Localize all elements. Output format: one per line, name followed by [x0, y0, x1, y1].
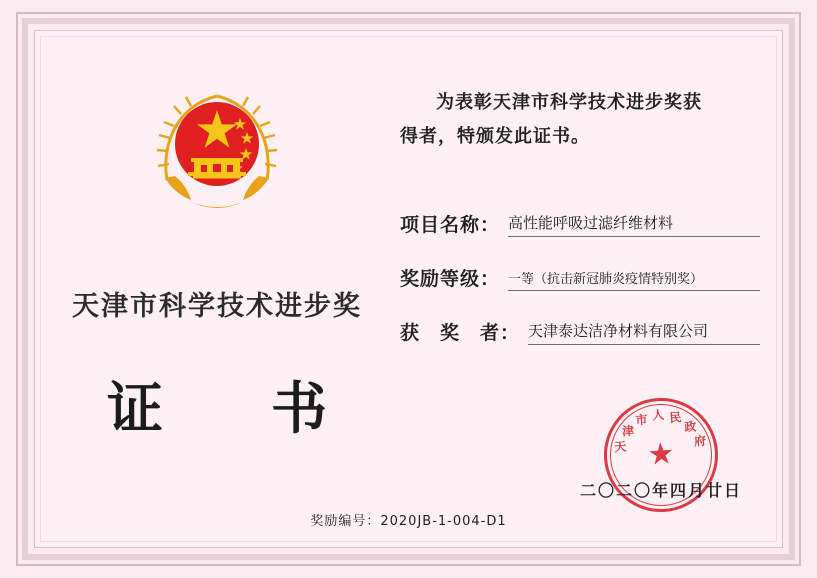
- intro-line-1: 为表彰天津市科学技术进步奖获: [436, 92, 702, 113]
- national-emblem-icon: [147, 84, 287, 224]
- serial-value: 2020JB-1-004-D1: [380, 514, 507, 529]
- intro-line-2: 得者，特颁发此证书。: [400, 126, 590, 147]
- award-title: 天津市科学技术进步奖: [72, 291, 362, 322]
- serial-number: [0, 510, 817, 529]
- field-row-project-name: [400, 210, 760, 237]
- issue-date: 二〇二〇年四月廿日: [579, 481, 742, 500]
- seal-star-icon: ★: [646, 437, 676, 472]
- label-project-name: 项目名称：: [400, 214, 501, 236]
- field-list: [400, 210, 760, 345]
- seal-text-ring: 天 津 市 人 民 政 府: [613, 407, 707, 455]
- serial-label: 奖励编号：: [310, 514, 381, 529]
- label-awardee: 获 奖 者：: [400, 322, 521, 344]
- right-column: [400, 86, 760, 372]
- field-row-award-level: [400, 264, 760, 291]
- field-row-awardee: [400, 318, 760, 345]
- certificate-word: 证 书: [107, 377, 353, 442]
- value-awardee: 天津泰达洁净材料有限公司: [528, 320, 760, 345]
- value-project-name: 高性能呼吸过滤纤维材料: [508, 212, 760, 237]
- label-award-level: 奖励等级：: [400, 268, 501, 290]
- left-column: [52, 60, 382, 500]
- value-award-level: 一等（抗击新冠肺炎疫情特别奖）: [508, 268, 760, 291]
- intro-text: [400, 86, 760, 154]
